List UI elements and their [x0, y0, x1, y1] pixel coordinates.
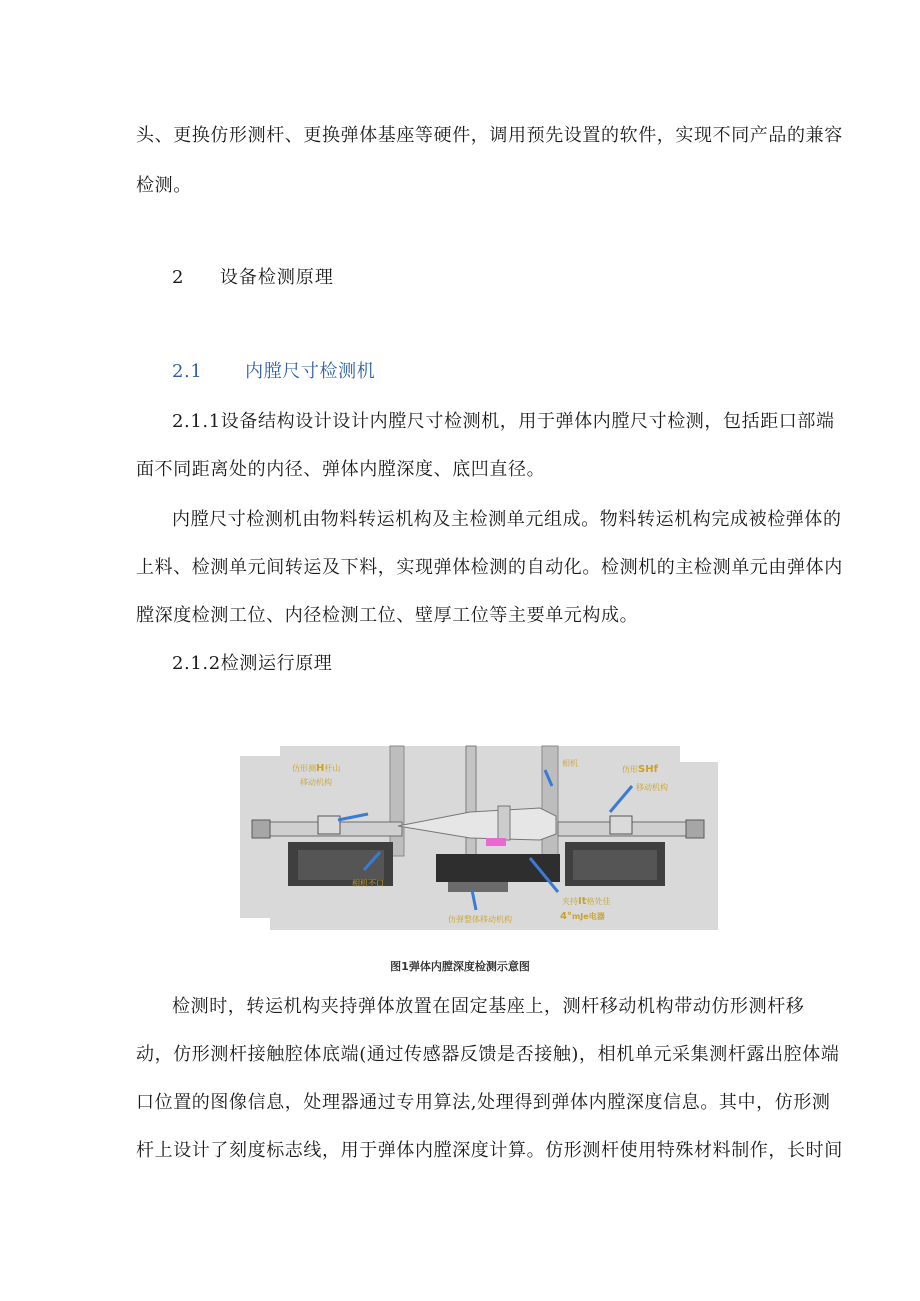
- paragraph-line: 动，仿形测杆接触腔体底端(通过传感器反馈是否接触)，相机单元采集测杆露出腔体端: [136, 1044, 840, 1065]
- section-title: 设备检测原理: [219, 267, 334, 288]
- svg-text:移动机构: 移动机构: [300, 778, 332, 787]
- paragraph-line: 检测时，转运机构夹持弹体放置在固定基座上，测杆移动机构带动仿形测杆移: [172, 996, 805, 1017]
- svg-text:仿弹整体移动机构: 仿弹整体移动机构: [448, 915, 512, 924]
- svg-text:移动机构: 移动机构: [636, 783, 668, 792]
- svg-text:相机: 相机: [562, 759, 578, 768]
- figure-caption: 图1弹体内膛深度检测示意图: [390, 960, 530, 973]
- section-number: 2.1: [172, 361, 203, 382]
- section-title: 内膛尺寸检测机: [245, 361, 376, 382]
- paragraph-line: 头、更换仿形测杆、更换弹体基座等硬件，调用预先设置的软件，实现不同产品的兼容: [136, 125, 843, 146]
- paragraph-line: 杆上设计了刻度标志线，用于弹体内膛深度计算。仿形测杆使用特殊材料制作，长时间: [136, 1140, 843, 1161]
- paragraph-line: 面不同距离处的内径、弹体内膛深度、底凹直径。: [136, 459, 546, 480]
- svg-text:仿形SHf: 仿形SHf: [622, 764, 658, 775]
- subsection-heading: 2.1.2检测运行原理: [172, 653, 333, 674]
- paragraph-line: 检测。: [136, 175, 192, 196]
- paragraph-line: 内膛尺寸检测机由物料转运机构及主检测单元组成。物料转运机构完成被检弹体的: [172, 509, 842, 530]
- paragraph-line: 口位置的图像信息，处理器通过专用算法,处理得到弹体内膛深度信息。其中，仿形测: [136, 1092, 831, 1113]
- paragraph-line: 膛深度检测工位、内径检测工位、壁厚工位等主要单元构成。: [136, 605, 639, 626]
- section-number: 2: [172, 267, 185, 288]
- paragraph-line: 上料、检测单元间转运及下料，实现弹体检测的自动化。检测机的主检测单元由弹体内: [136, 557, 843, 578]
- svg-text:相机不口: 相机不口: [352, 879, 384, 888]
- machine-illustration: [240, 742, 718, 932]
- svg-text:夹持It格处佳: 夹持It格处佳: [562, 896, 611, 907]
- svg-text:仿形测H杆山: 仿形测H杆山: [292, 763, 341, 774]
- figure-diagram: [240, 742, 718, 932]
- paragraph-line: 2.1.1设备结构设计设计内膛尺寸检测机，用于弹体内膛尺寸检测，包括距口部端: [172, 411, 835, 432]
- svg-text:4°mJe电器: 4°mJe电器: [560, 911, 605, 922]
- section-heading-2: [172, 266, 334, 290]
- section-heading-2-1: [172, 360, 375, 384]
